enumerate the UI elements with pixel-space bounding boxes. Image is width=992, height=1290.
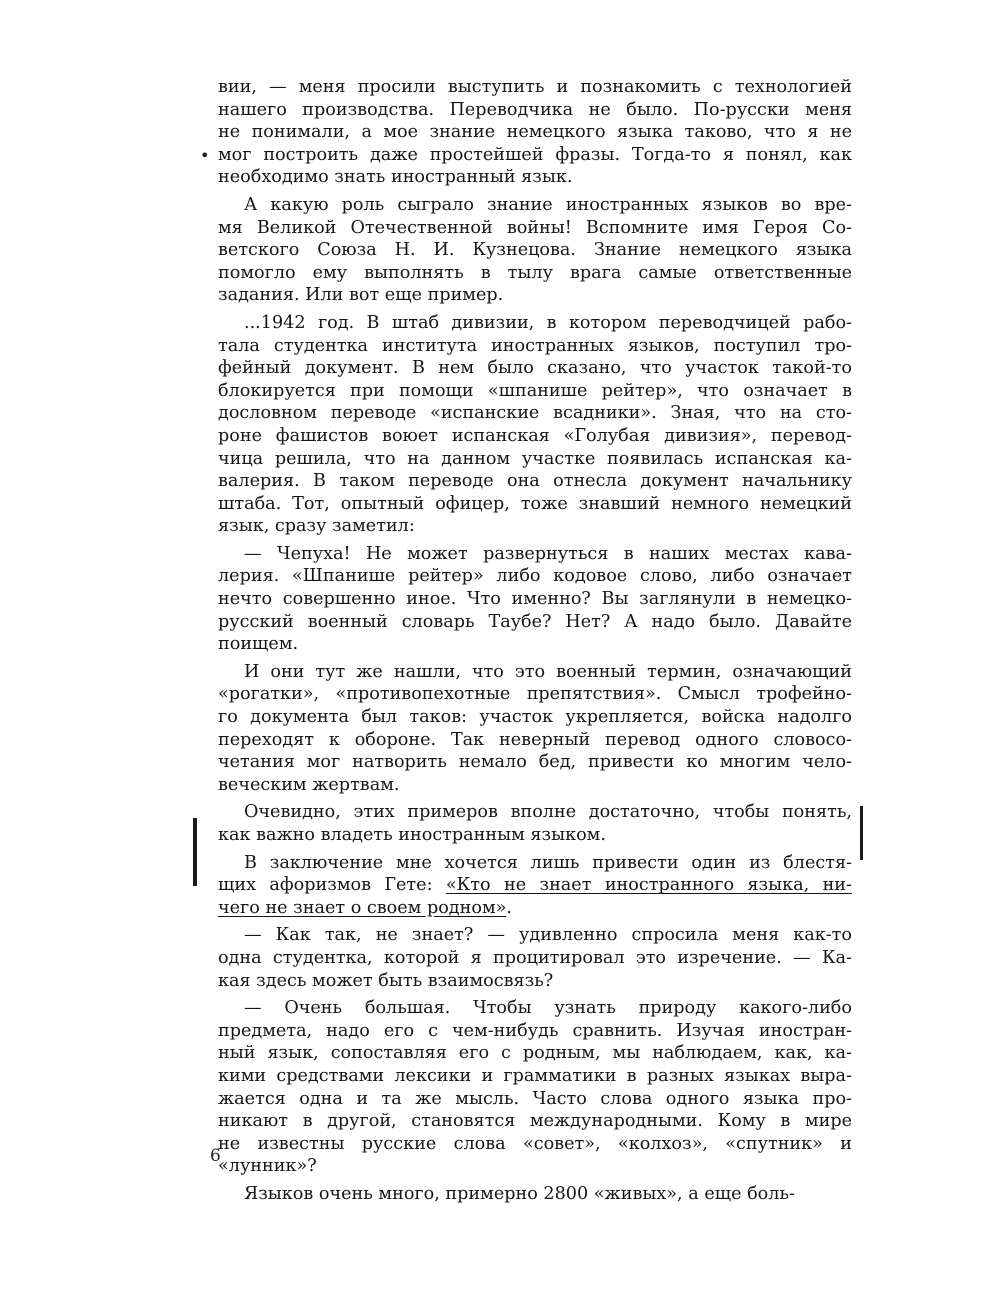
text-line: тала студентка института иностранных языков, поступил тро- xyxy=(218,335,852,356)
paragraph xyxy=(218,997,852,1178)
text-line: — Чепуха! Не может развернуться в наших местах кава- xyxy=(244,543,852,564)
text-line: поищем. xyxy=(218,634,299,655)
text-line: язык, сразу заметил: xyxy=(218,516,415,537)
paragraph xyxy=(218,76,852,189)
text-line: никают в другой, становятся международными. Кому в мире xyxy=(218,1111,852,1132)
text-line: предмета, надо его с чем-нибудь сравнить. Изучая иностран- xyxy=(218,1020,852,1041)
body-text xyxy=(218,76,852,1206)
text-line: кими средствами лексики и грамматики в разных языках выра- xyxy=(218,1065,852,1086)
text-line: лерия. «Шпанише рейтер» либо кодовое слово, либо означает xyxy=(218,566,852,587)
quote-suffix: . xyxy=(506,897,513,918)
text-line: переходят к обороне. Так неверный перевод одного словосо- xyxy=(218,729,852,750)
text-line: ветского Союза Н. И. Кузнецова. Знание немецкого языка xyxy=(218,240,852,261)
margin-dot-left: • xyxy=(200,146,210,165)
text-line: одна студентка, которой я процитировал это изречение. — Ка- xyxy=(218,947,852,968)
text-line: роне фашистов воюет испанская «Голубая дивизия», перевод- xyxy=(218,425,852,446)
paragraph xyxy=(218,194,852,307)
text-line: нечто совершенно иное. Что именно? Вы заглянули в немецко- xyxy=(218,589,852,610)
text-line xyxy=(218,874,852,897)
text-line: валерия. В таком переводе она отнесла документ начальнику xyxy=(218,471,852,492)
paragraph xyxy=(218,852,852,920)
quote-prefix: щих афоризмов Гете: xyxy=(218,875,446,896)
paragraph xyxy=(218,312,852,538)
text-line: блокируется при помощи «шпанише рейтер», что означает в xyxy=(218,380,852,401)
text-line: дословном переводе «испанские всадники». Зная, что на сто- xyxy=(218,403,852,424)
text-line: мог построить даже простейшей фразы. Тогда-то я понял, как xyxy=(218,144,852,165)
text-line: В заключение мне хочется лишь привести один из блестя- xyxy=(244,852,852,873)
text-line: И они тут же нашли, что это военный термин, означающий xyxy=(244,661,852,682)
left-margin-bar xyxy=(193,818,197,886)
text-line: веческим жертвам. xyxy=(218,774,400,795)
paragraph xyxy=(218,543,852,656)
text-line: «лунник»? xyxy=(218,1156,317,1177)
text-line: го документа был таков: участок укрепляется, войска надолго xyxy=(218,707,852,728)
text-line: помогло ему выполнять в тылу врага самые ответственные xyxy=(218,262,852,283)
quote-underlined: «Кто не знает иностранного языка, ни- xyxy=(445,875,852,896)
paragraph xyxy=(218,801,852,846)
paragraph xyxy=(218,1183,852,1206)
text-line xyxy=(218,897,852,920)
text-line: мя Великой Отечественной войны! Вспомните имя Героя Со- xyxy=(218,217,852,238)
text-line: четания мог натворить немало бед, привести ко многим чело- xyxy=(218,752,852,773)
text-line: кая здесь может быть взаимосвязь? xyxy=(218,970,554,991)
quote-underlined: чего не знает о своем родном» xyxy=(218,897,507,918)
text-line: не понимали, а мое знание немецкого языка таково, что я не xyxy=(218,122,852,143)
text-line: задания. Или вот еще пример. xyxy=(218,285,504,306)
text-line: вии, — меня просили выступить и познакомить с технологией xyxy=(218,77,852,97)
text-line: нашего производства. Переводчика не было. По-русски меня xyxy=(218,99,852,120)
text-line: как важно владеть иностранным языком. xyxy=(218,825,606,845)
text-line: необходимо знать иностранный язык. xyxy=(218,167,573,188)
text-line: штаба. Тот, опытный офицер, тоже знавший немного немецкий xyxy=(218,493,852,514)
text-line: русский военный словарь Таубе? Нет? А надо было. Давайте xyxy=(218,611,852,632)
text-line: — Очень большая. Чтобы узнать природу какого-либо xyxy=(244,998,852,1019)
paragraph xyxy=(218,924,852,992)
text-line: А какую роль сыграло знание иностранных языков во вре- xyxy=(244,194,852,215)
text-line: фейный документ. В нем было сказано, что участок такой-то xyxy=(218,358,852,379)
right-margin-bar xyxy=(860,806,863,860)
text-line: «рогатки», «противопехотные препятствия». Смысл трофейно- xyxy=(218,684,852,705)
text-line: ный язык, сопоставляя его с родным, мы наблюдаем, как, ка- xyxy=(218,1043,852,1064)
text-line: Языков очень много, примерно 2800 «живых», а еще боль- xyxy=(244,1183,795,1204)
text-line: чица решила, что на данном участке появилась испанская ка- xyxy=(218,448,852,469)
paragraph xyxy=(218,661,852,797)
text-line: — Как так, не знает? — удивленно спросила меня как-то xyxy=(244,925,852,946)
text-line: Очевидно, этих примеров вполне достаточно, чтобы понять, xyxy=(244,802,852,823)
text-line: ...1942 год. В штаб дивизии, в котором переводчицей рабо- xyxy=(244,312,852,333)
page-number: 6 xyxy=(210,1146,221,1166)
text-line: не известны русские слова «совет», «колхоз», «спутник» и xyxy=(218,1133,852,1154)
text-line: жается одна и та же мысль. Часто слова одного языка про- xyxy=(218,1088,852,1109)
